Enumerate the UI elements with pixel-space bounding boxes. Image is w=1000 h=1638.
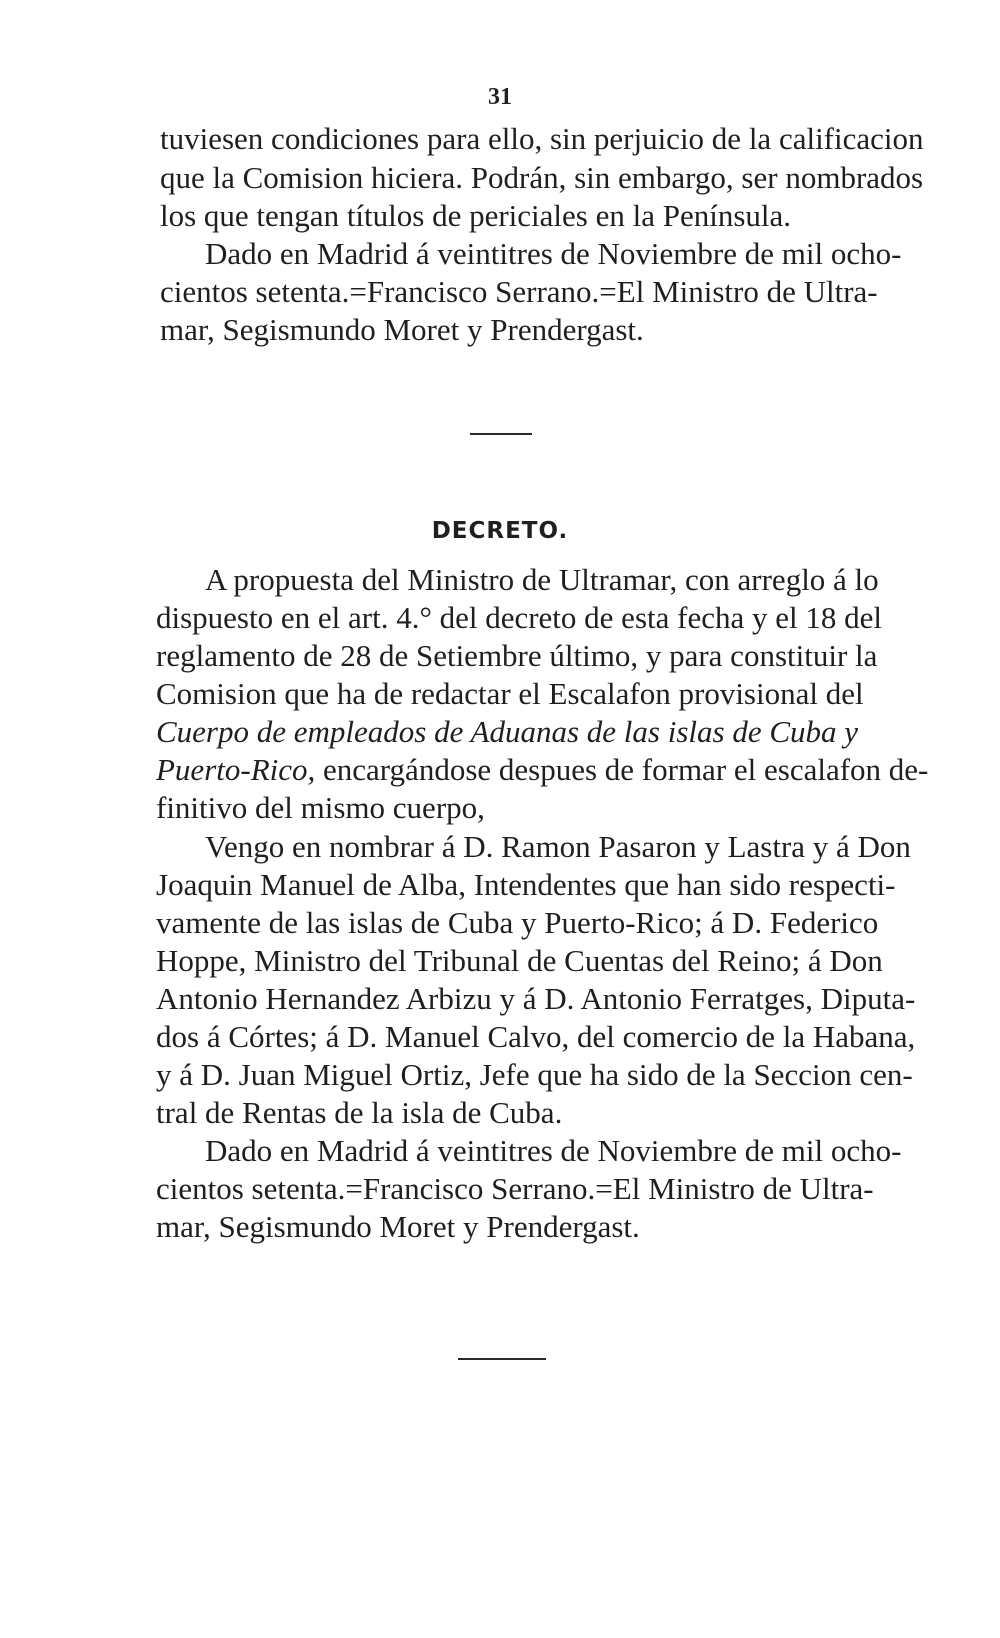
text-line: vamente de las islas de Cuba y Puerto-Rico; á D. Federico [156, 905, 879, 940]
decree-heading: DECRETO. [431, 518, 569, 544]
text-line: cientos setenta.=Francisco Serrano.=El Ministro de Ultra- [160, 274, 878, 309]
text-line: Hoppe, Ministro del Tribunal de Cuentas del Reino; á Don [156, 943, 883, 978]
text-line [156, 752, 928, 788]
text-line: y á D. Juan Miguel Ortiz, Jefe que ha sido de la Seccion cen- [156, 1057, 913, 1092]
text-span: encargándose despues de formar el escalafon de- [315, 752, 929, 787]
italic-text: Cuerpo de empleados de Aduanas de las islas de Cuba y [156, 714, 859, 749]
text-line: Antonio Hernandez Arbizu y á D. Antonio Ferratges, Diputa- [156, 981, 916, 1016]
text-line: Dado en Madrid á veintitres de Noviembre de mil ocho- [205, 1133, 902, 1168]
text-line: mar, Segismundo Moret y Prendergast. [160, 312, 644, 347]
text-line: Vengo en nombrar á D. Ramon Pasaron y Lastra y á Don [205, 829, 911, 864]
section-divider [470, 433, 532, 435]
end-divider [458, 1358, 546, 1360]
text-line: tuviesen condiciones para ello, sin perjuicio de la calificacion [160, 121, 924, 156]
text-line: dispuesto en el art. 4.° del decreto de esta fecha y el 18 del [156, 600, 882, 635]
text-line: mar, Segismundo Moret y Prendergast. [156, 1209, 640, 1244]
text-line-italic [156, 714, 858, 750]
text-line: Joaquin Manuel de Alba, Intendentes que han sido respecti- [156, 867, 896, 902]
text-line: cientos setenta.=Francisco Serrano.=El Ministro de Ultra- [156, 1171, 874, 1206]
text-line: Comision que ha de redactar el Escalafon provisional del [156, 676, 864, 711]
italic-text: Puerto-Rico, [156, 752, 316, 787]
text-line: reglamento de 28 de Setiembre último, y para constituir la [156, 638, 878, 673]
text-line: A propuesta del Ministro de Ultramar, con arreglo á lo [205, 562, 879, 597]
page-number: 31 [488, 84, 512, 110]
text-line: que la Comision hiciera. Podrán, sin embargo, ser nombrados [160, 160, 924, 195]
text-line: Dado en Madrid á veintitres de Noviembre de mil ocho- [205, 236, 902, 271]
text-line: los que tengan títulos de periciales en la Península. [160, 198, 792, 233]
text-line: tral de Rentas de la isla de Cuba. [156, 1095, 563, 1130]
text-line: finitivo del mismo cuerpo, [156, 790, 485, 825]
text-line: dos á Córtes; á D. Manuel Calvo, del comercio de la Habana, [156, 1019, 916, 1054]
